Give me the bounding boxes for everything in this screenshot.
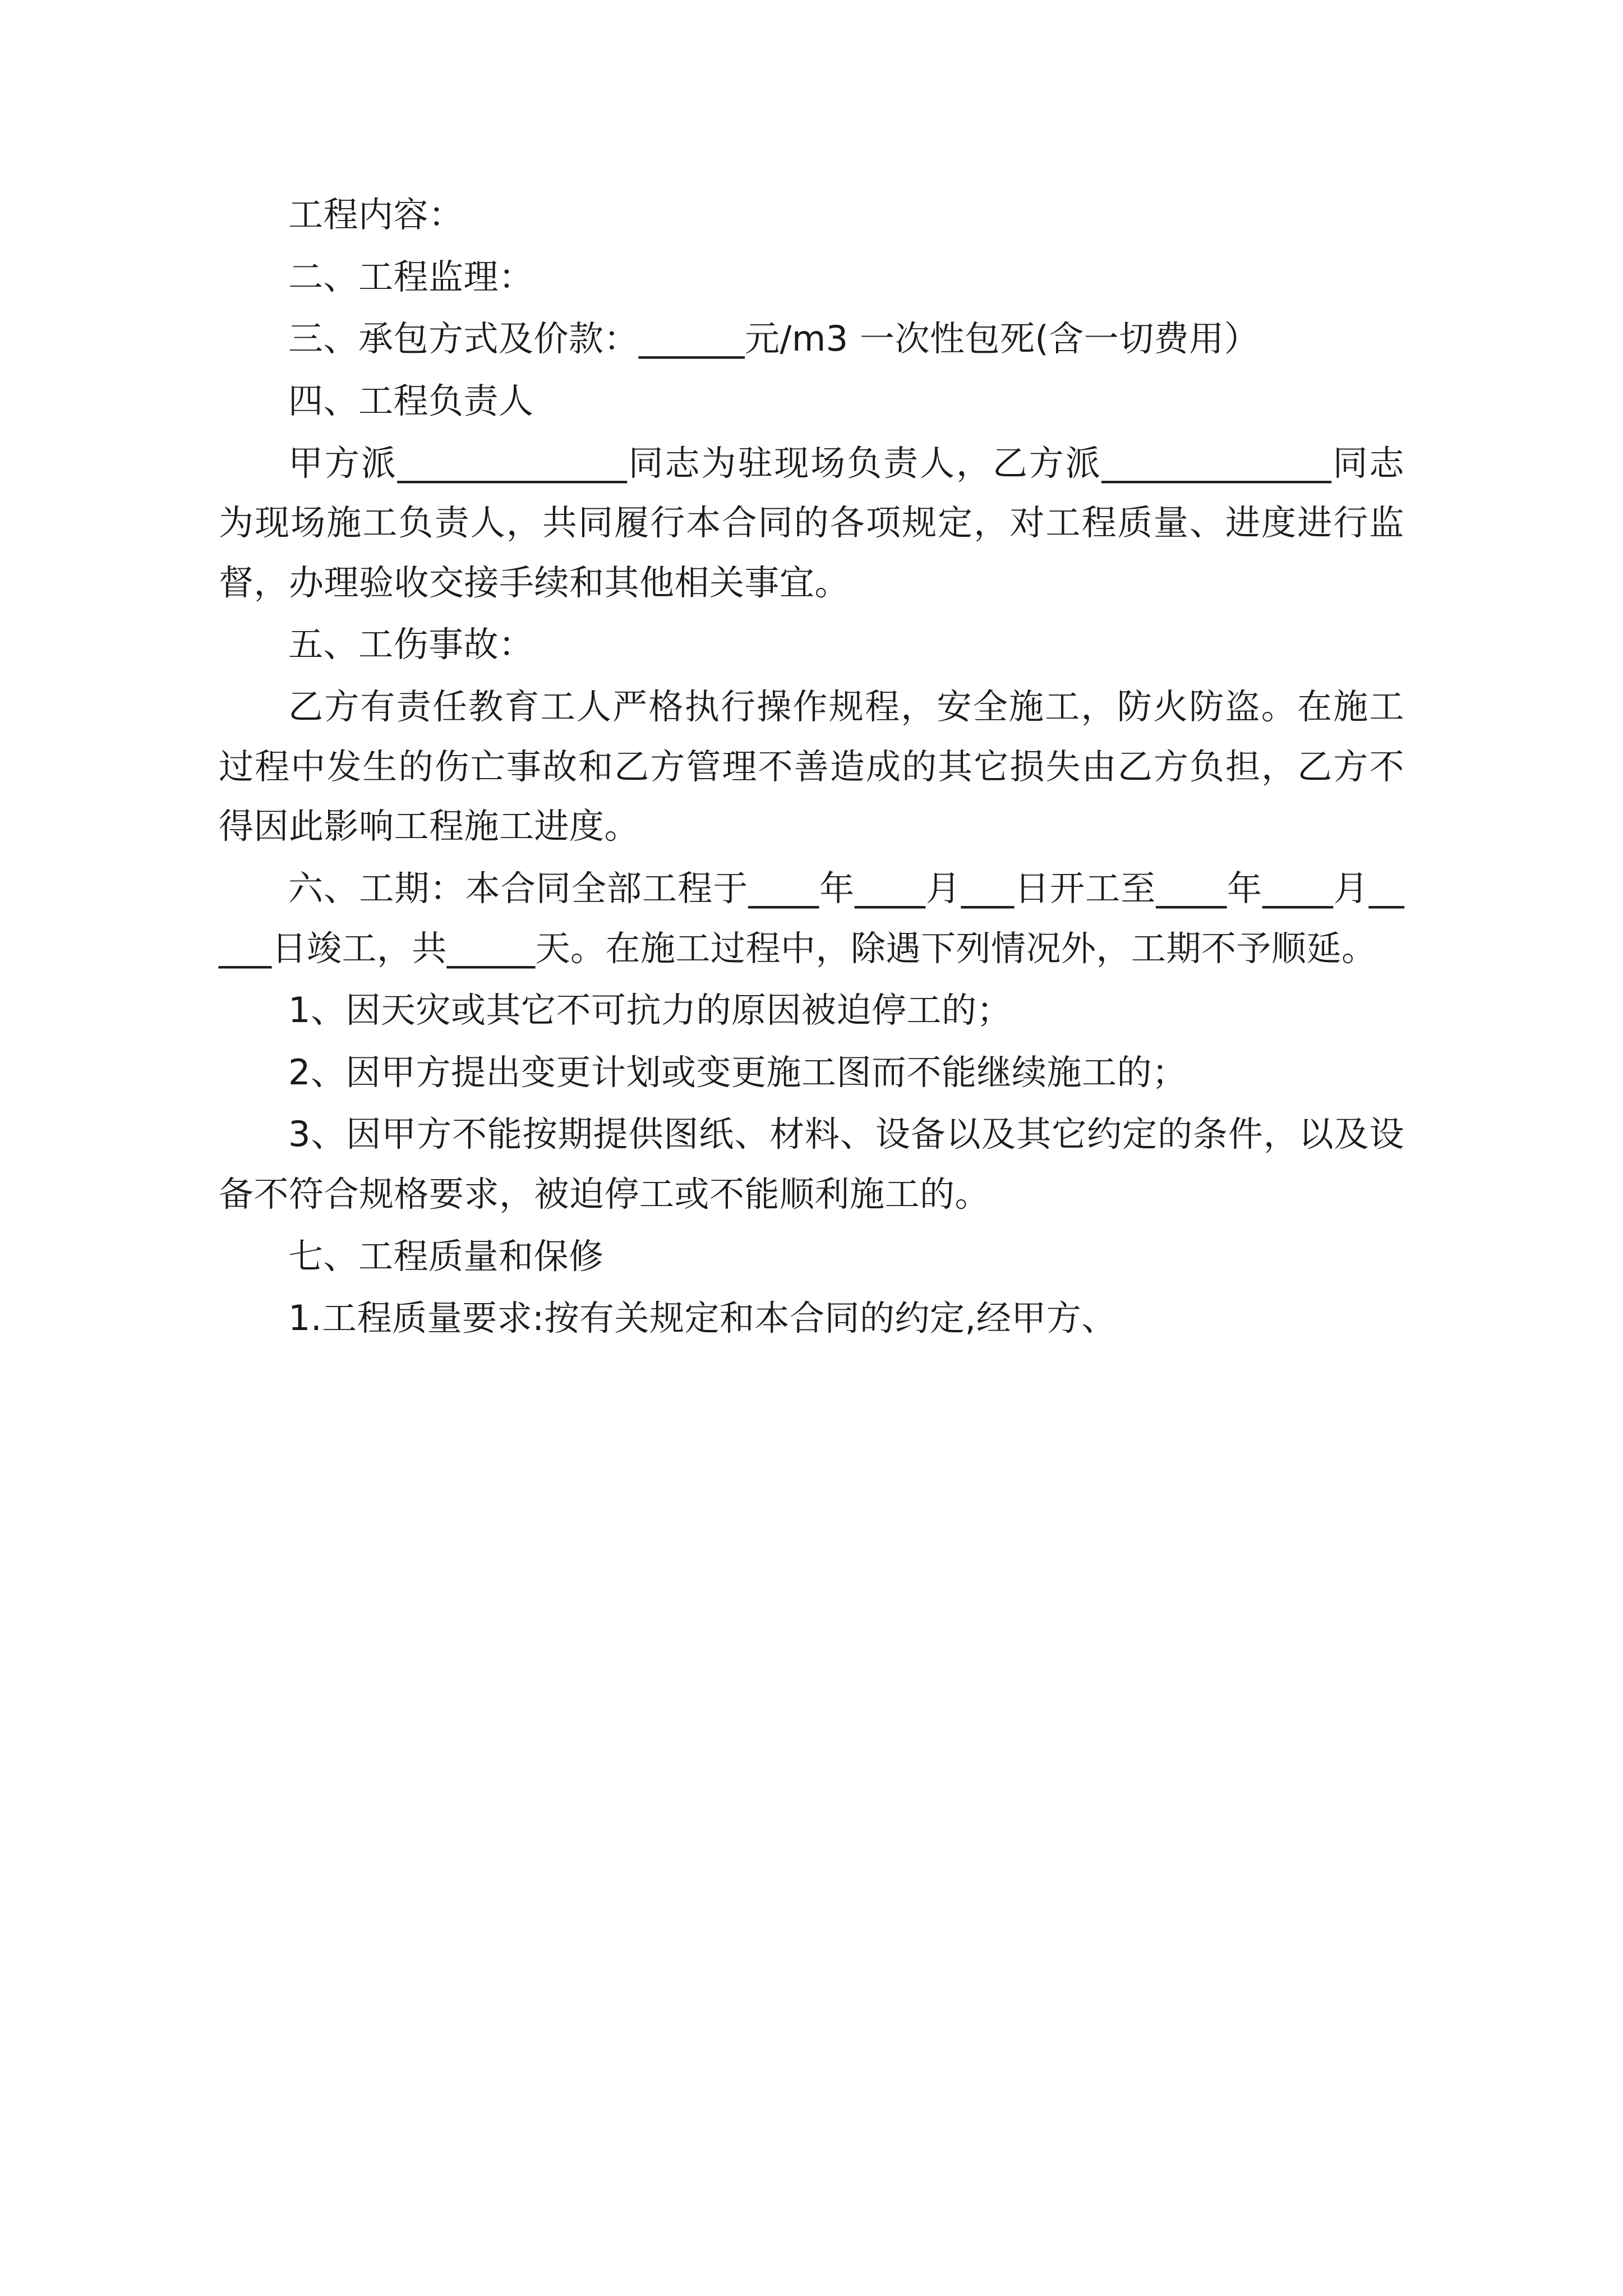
paragraph-section-five-heading: 五、工伤事故：: [288, 624, 534, 665]
paragraph-section-five-body: 乙方有责任教育工人严格执行操作规程，安全施工，防火防盗。在施工过程中发生的伤亡事故和乙方管理不善造成的其它损失由乙方负担，乙方不得因此影响工程施工进度。: [219, 686, 1404, 847]
paragraph-section-three-heading: 三、承包方式及价款：______元/m3 一次性包死(含一切费用）: [288, 318, 1260, 360]
paragraph-section-four-heading: 四、工程负责人: [288, 380, 534, 421]
paragraph-section-seven-item-1: 1.工程质量要求:按有关规定和本合同的约定,经甲方、: [288, 1297, 1117, 1339]
paragraph-section-six-item-2: 2、因甲方提出变更计划或变更施工图而不能继续施工的；: [288, 1051, 1187, 1093]
paragraph-section-two-heading: 二、工程监理：: [288, 256, 534, 297]
paragraph-section-six-item-1: 1、因天灾或其它不可抗力的原因被迫停工的；: [288, 990, 1012, 1031]
paragraph-section-four-body: 甲方派_____________同志为驻现场负责人，乙方派_____________同志为现场施工负责人，共同履行本合同的各项规定，对工程质量、进度进行监督，办理验收交接手续和其他相关事宜。: [219, 442, 1404, 603]
paragraph-project-content: 工程内容：: [288, 194, 464, 235]
document-body: [219, 185, 1404, 1349]
paragraph-section-six-item-3: 3、因甲方不能按期提供图纸、材料、设备以及其它约定的条件，以及设备不符合规格要求，被迫停工或不能顺利施工的。: [219, 1114, 1404, 1214]
paragraph-section-seven-heading: 七、工程质量和保修: [288, 1235, 604, 1277]
paragraph-section-six-body: 六、工期：本合同全部工程于____年____月___日开工至____年____月_____日竣工，共_____天。在施工过程中，除遇下列情况外，工期不予顺延。: [219, 867, 1404, 969]
